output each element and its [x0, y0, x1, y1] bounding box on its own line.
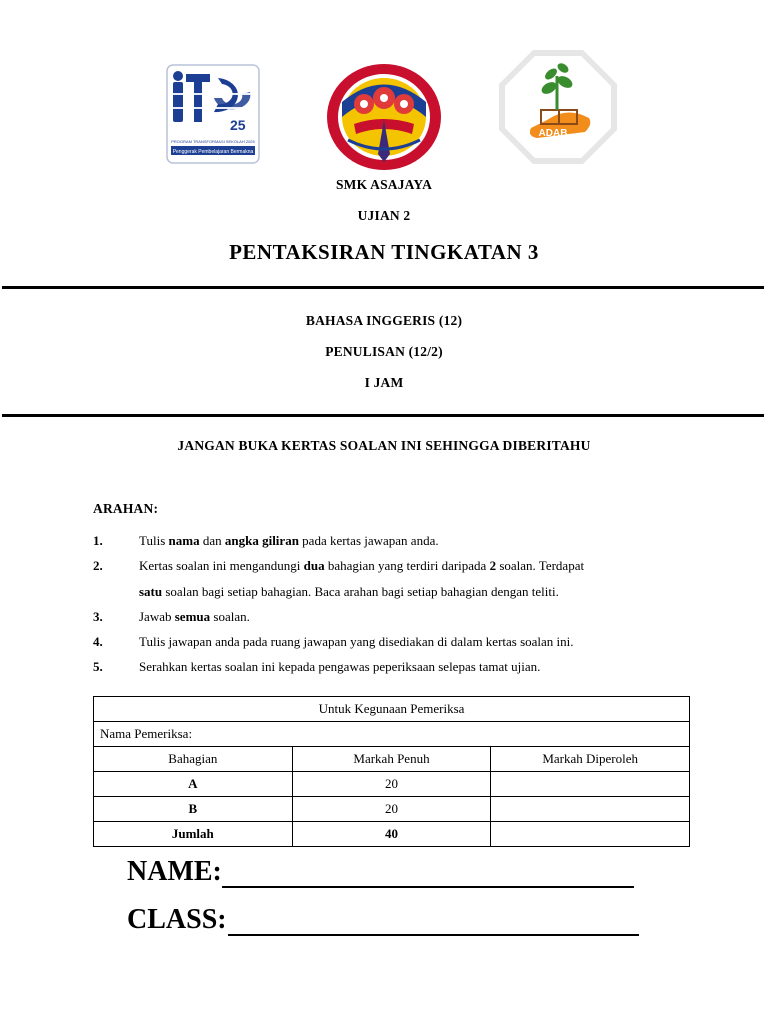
- svg-text:PROGRAM TRANSFORMASI SEKOLAH 2: PROGRAM TRANSFORMASI SEKOLAH 2025: [171, 139, 255, 144]
- instruction-fragment: Tulis jawapan anda pada ruang jawapan yang disediakan di dalam kertas soalan ini.: [139, 634, 574, 649]
- page-title: PENTAKSIRAN TINGKATAN 3: [229, 240, 539, 264]
- instruction-fragment: soalan.: [210, 609, 250, 624]
- name-label: NAME:: [127, 856, 222, 887]
- instruction-text: [139, 659, 540, 675]
- instruction-fragment: Jawab: [139, 609, 175, 624]
- instruction-number: 5.: [93, 659, 103, 674]
- instruction-text: [139, 533, 439, 549]
- instruction-text: [139, 558, 584, 574]
- school-name: SMK ASAJAYA: [335, 177, 433, 192]
- instruction-fragment: soalan bagi setiap bahagian. Baca arahan bagi setiap bahagian dengan teliti.: [162, 584, 559, 599]
- divider-top: [2, 286, 764, 289]
- instruction-emphasis: semua: [174, 609, 211, 624]
- row-section: Jumlah: [94, 822, 293, 847]
- row-section: B: [94, 797, 293, 822]
- row-full-marks: 20: [292, 797, 491, 822]
- divider-bottom: [2, 414, 764, 417]
- paper-title: PENULISAN (12/2): [325, 344, 443, 359]
- instruction-text: [139, 634, 574, 650]
- instruction-fragment: Tulis: [139, 533, 169, 548]
- class-input-line[interactable]: [228, 934, 639, 936]
- instruction-number: 4.: [93, 634, 103, 649]
- instruction-emphasis: dua: [303, 558, 325, 573]
- header-markah-diperoleh: Markah Diperoleh: [491, 747, 690, 772]
- instruction-emphasis: satu: [139, 584, 163, 599]
- row-obtained-marks[interactable]: [491, 797, 690, 822]
- name-input-line[interactable]: [222, 886, 634, 888]
- subject-title: BAHASA INGGERIS (12): [305, 313, 463, 328]
- school-crest-logo: [324, 62, 444, 172]
- row-full-marks: 20: [292, 772, 491, 797]
- class-label: CLASS:: [127, 904, 227, 935]
- warning-text: JANGAN BUKA KERTAS SOALAN INI SEHINGGA DIBERITAHU: [177, 438, 591, 453]
- row-obtained-marks[interactable]: [491, 822, 690, 847]
- row-section: A: [94, 772, 293, 797]
- table-row: [94, 772, 690, 797]
- svg-text:25: 25: [230, 117, 246, 133]
- examiner-table: [93, 696, 690, 847]
- instruction-text: [139, 584, 559, 600]
- instruction-fragment: dan: [199, 533, 225, 548]
- table-row: [94, 822, 690, 847]
- exam-name: UJIAN 2: [357, 208, 411, 223]
- duration: I JAM: [364, 375, 404, 390]
- table-row: [94, 797, 690, 822]
- instruction-number: 3.: [93, 609, 103, 624]
- instructions-heading: ARAHAN:: [93, 501, 159, 516]
- header-markah-penuh: Markah Penuh: [292, 747, 491, 772]
- row-obtained-marks[interactable]: [491, 772, 690, 797]
- examiner-name-field[interactable]: Nama Pemeriksa:: [94, 722, 690, 747]
- instruction-emphasis: angka giliran: [224, 533, 299, 548]
- instruction-emphasis: 2: [489, 558, 497, 573]
- instruction-text: [139, 609, 250, 625]
- svg-text:Penggerak Pembelajaran Bermakn: Penggerak Pembelajaran Bermakna: [172, 149, 254, 155]
- instruction-number: 2.: [93, 558, 103, 573]
- ts25-logo: [166, 64, 260, 164]
- row-full-marks: 40: [292, 822, 491, 847]
- instruction-fragment: soalan. Terdapat: [496, 558, 585, 573]
- header-bahagian: Bahagian: [94, 747, 293, 772]
- instruction-fragment: pada kertas jawapan anda.: [298, 533, 439, 548]
- instruction-fragment: Serahkan kertas soalan ini kepada pengawas peperiksaan selepas tamat ujian.: [139, 659, 541, 674]
- instruction-fragment: bahagian yang terdiri daripada: [324, 558, 490, 573]
- adab-logo: [497, 48, 619, 166]
- table-title: Untuk Kegunaan Pemeriksa: [94, 697, 690, 722]
- instruction-number: 1.: [93, 533, 103, 548]
- svg-text:ADAB: ADAB: [538, 128, 568, 139]
- instruction-fragment: Kertas soalan ini mengandungi: [139, 558, 304, 573]
- instruction-emphasis: nama: [168, 533, 200, 548]
